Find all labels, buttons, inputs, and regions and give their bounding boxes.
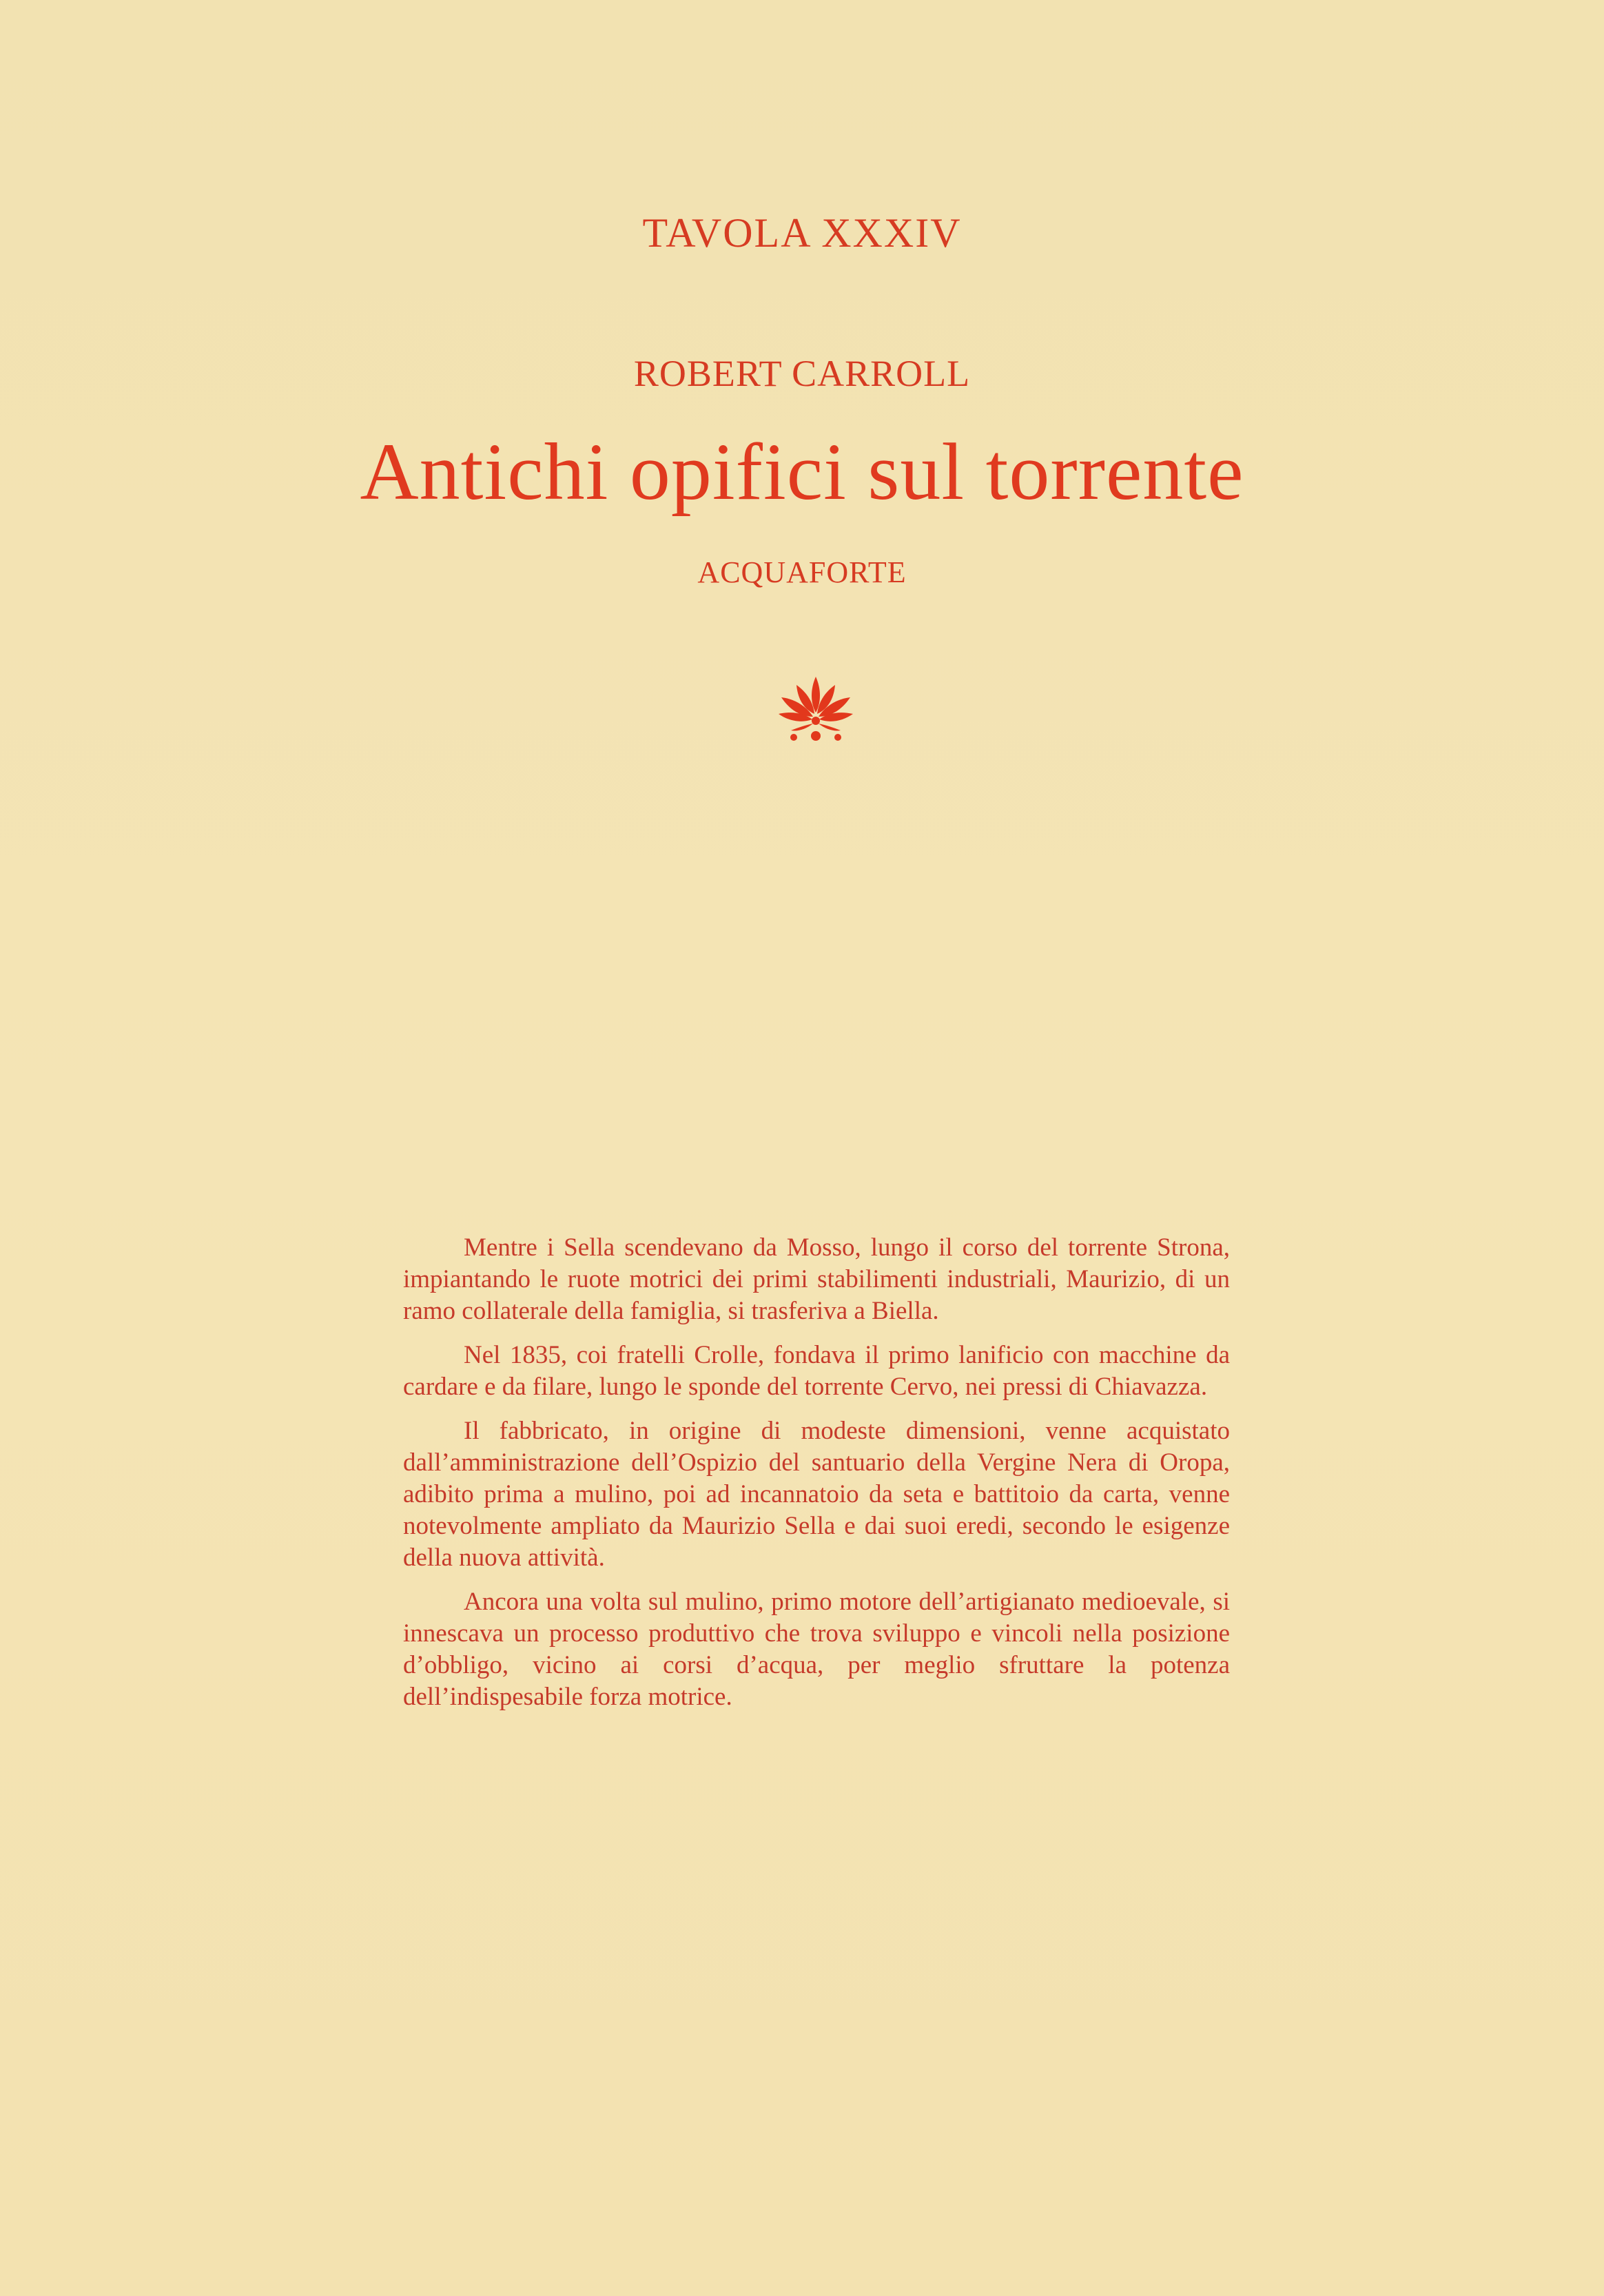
paragraph: Nel 1835, coi fratelli Crolle, fondava il primo lanificio con macchine da cardare e da filare, lungo le sponde del torrente Cervo, nei pressi di Chiavazza. [403, 1341, 1230, 1401]
paragraph: Mentre i Sella scendevano da Mosso, lungo il corso del torrente Strona, impiantando le ruote motrici dei primi stabilimenti industriali, Maurizio, di un ramo collaterale della famiglia, si trasferiva a Biella. [403, 1233, 1230, 1325]
palmette-ornament-icon [774, 670, 857, 746]
artwork-title: Antichi opifici sul torrente [360, 427, 1244, 517]
technique-label: ACQUAFORTE [697, 555, 907, 589]
paragraph: Ancora una volta sul mulino, primo motore dell’artigianato medioevale, si innescava un processo produttivo che trova sviluppo e vincoli nella posizione d’obbligo, vicino ai corsi d’acqua, per meglio sfruttare la potenza dell’indispesabile forza motrice. [403, 1588, 1230, 1711]
author-name: ROBERT CARROLL [633, 353, 971, 394]
body-text [403, 1232, 1230, 1725]
paragraph: Il fabbricato, in origine di modeste dimensioni, venne acquistato dall’amministrazione dell’Ospizio del santuario della Vergine Nera di Oropa, adibito prima a mulino, poi ad incannatoio da seta e battitoio da carta, venne notevolmente ampliato da Maurizio Sella e dai suoi eredi, secondo le esigenze della nuova attività. [403, 1417, 1230, 1572]
plate-number: TAVOLA XXXIV [642, 210, 962, 256]
